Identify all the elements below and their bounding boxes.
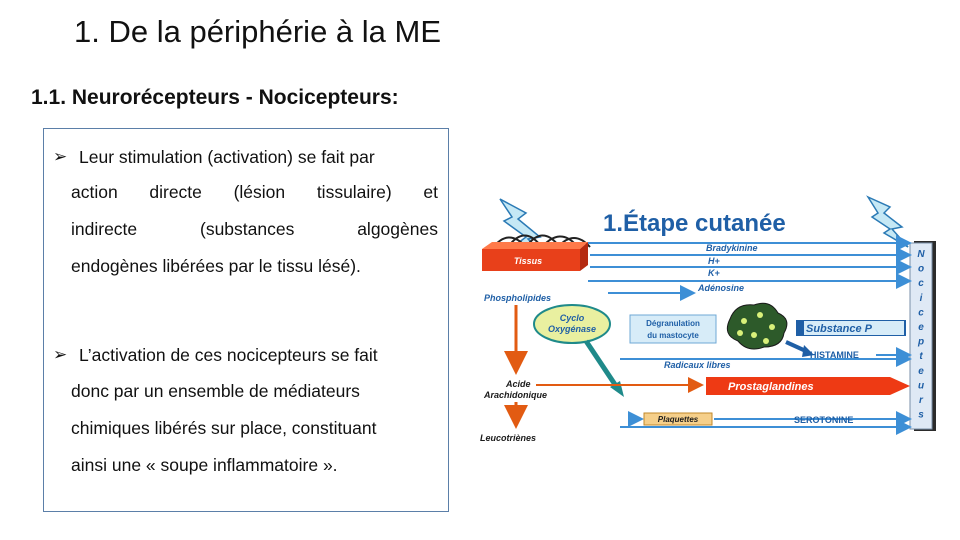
granule [769, 324, 775, 330]
word: et [423, 182, 438, 202]
tissus-block-top [482, 242, 588, 249]
bullet1-line3 [71, 219, 438, 239]
nocicepteurs-letter: p [917, 336, 925, 348]
bullet1-line4: endogènes libérées par le tissu lésé). [71, 256, 361, 276]
word: algogènes [357, 219, 438, 239]
bullet1-line2 [71, 182, 438, 202]
granule [741, 318, 747, 324]
nocicepteurs-letter: c [918, 307, 924, 319]
nocicepteurs-letter: u [917, 380, 925, 392]
nocicepteurs-letter: e [918, 365, 924, 377]
histamine-label: HISTAMINE [810, 350, 859, 360]
nocicepteurs-letter: e [918, 322, 924, 333]
cyclo-label-2: Oxygénase [547, 324, 597, 334]
granule [737, 330, 743, 336]
adenosine-label: Adénosine [698, 283, 745, 293]
nocicepteurs-letter: c [918, 278, 924, 290]
word: indirecte [71, 219, 138, 239]
arrow-bullet-icon: ➢ [53, 345, 68, 364]
bullet2-line1: L’activation de ces nocicepteurs se fait [79, 345, 378, 365]
skin-step-diagram [478, 187, 940, 455]
arrow-bullet-icon: ➢ [53, 147, 68, 166]
substance-p-label: Substance P [806, 323, 873, 335]
granule [757, 312, 763, 318]
nocicepteurs-letter: N [917, 249, 925, 260]
granule [751, 332, 757, 338]
granule [763, 338, 769, 344]
bullet2-line3: chimiques libérés sur place, constituant [71, 418, 377, 438]
mastocyte-cell [727, 303, 787, 349]
word: (lésion [233, 182, 286, 202]
word: directe [149, 182, 202, 202]
nocicepteurs-letter: i [919, 292, 923, 304]
plaquettes-label: Plaquettes [657, 415, 699, 424]
bullet1-line1: Leur stimulation (activation) se fait par [79, 147, 375, 167]
radicaux-label: Radicaux libres [664, 360, 731, 370]
cyclo-label-1: Cyclo [559, 313, 585, 323]
acide-label-1: Acide [506, 379, 531, 389]
bradykinine-label: Bradykinine [706, 243, 758, 253]
word: action [71, 182, 118, 202]
tissus-label: Tissus [513, 256, 543, 266]
page-title: 1. De la périphérie à la ME [74, 14, 442, 49]
diagram-title: 1.Étape cutanée [603, 210, 786, 237]
section-subtitle: 1.1. Neurorécepteurs - Nocicepteurs: [31, 86, 399, 109]
leucotrienes-label: Leucotriènes [480, 433, 537, 443]
phospholipides-label: Phospholipides [484, 293, 552, 303]
prostaglandines-label: Prostaglandines [728, 381, 814, 393]
bullet2-line2: donc par un ensemble de médiateurs [71, 381, 360, 401]
acide-label-2: Arachidonique [484, 390, 548, 400]
text-box [43, 128, 449, 512]
nocicepteurs-letter: o [917, 263, 925, 275]
lightning-bolt-icon [868, 197, 908, 247]
arrow-teal [586, 341, 618, 389]
degranulation-label-1: Dégranulation [646, 319, 700, 328]
nocicepteurs-letter: s [918, 409, 924, 421]
serotonine-label: SEROTONINE [794, 415, 854, 425]
degranulation-label-2: du mastocyte [647, 331, 699, 340]
nocicepteurs-letter: t [919, 351, 923, 363]
word: tissulaire) [316, 182, 392, 202]
k-plus-label: K+ [708, 268, 720, 278]
word: (substances [200, 219, 295, 239]
diagram-svg [478, 187, 940, 455]
bullet2-line4: ainsi une « soupe inflammatoire ». [71, 455, 338, 475]
h-plus-label: H+ [708, 256, 720, 266]
nocicepteurs-letter: r [919, 395, 923, 406]
